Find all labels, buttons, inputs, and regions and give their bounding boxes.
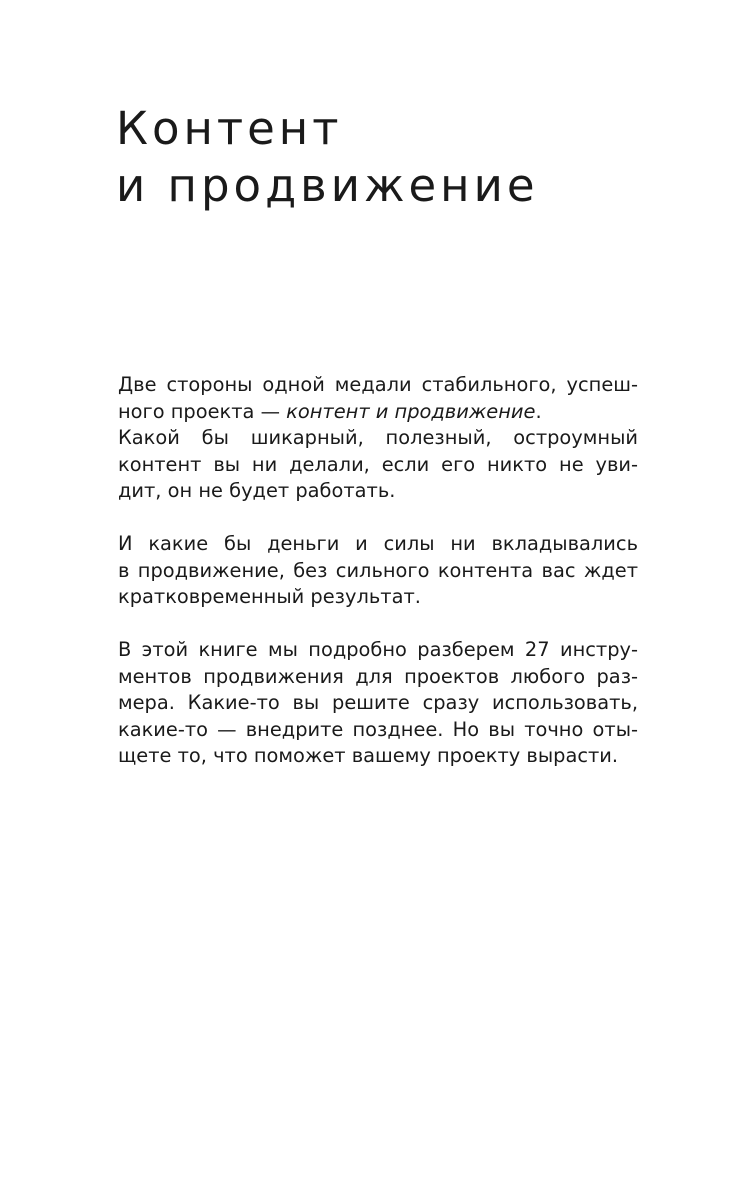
emphasis-text: контент и продвижение bbox=[286, 399, 536, 423]
text-line: кратковременный результат. bbox=[118, 585, 421, 608]
text-line: контент вы ни делали, если его никто не уви- bbox=[118, 452, 638, 476]
chapter-title-line-2: и продвижение bbox=[116, 159, 539, 212]
text-line: Какой бы шикарный, полезный, остроумный bbox=[118, 426, 638, 449]
paragraph-3 bbox=[118, 637, 638, 770]
text-line: мера. Какие-то вы решите сразу использовать, bbox=[118, 691, 638, 714]
text-line: какие-то — внедрите позднее. Но вы точно оты- bbox=[118, 717, 638, 741]
text-run: . bbox=[535, 399, 542, 423]
text-line bbox=[118, 399, 638, 426]
text-line: Две стороны одной медали стабильного, успеш- bbox=[118, 373, 638, 396]
text-run: ного проекта — bbox=[118, 399, 287, 423]
text-line: И какие бы деньги и силы ни вкладывались bbox=[118, 532, 638, 555]
text-line: дит, он не будет работать. bbox=[118, 479, 396, 502]
text-line: щете то, что поможет вашему проекту вырасти. bbox=[118, 744, 619, 767]
text-line: в продвижение, без сильного контента вас ждет bbox=[118, 558, 638, 582]
paragraph-1 bbox=[118, 372, 638, 505]
chapter-title bbox=[116, 100, 676, 214]
paragraph-2 bbox=[118, 531, 638, 611]
body-text bbox=[118, 372, 638, 770]
text-line: ментов продвижения для проектов любого раз- bbox=[118, 664, 638, 688]
chapter-title-line-1: Контент bbox=[116, 102, 343, 155]
text-line: В этой книге мы подробно разберем 27 инстру- bbox=[118, 638, 638, 661]
